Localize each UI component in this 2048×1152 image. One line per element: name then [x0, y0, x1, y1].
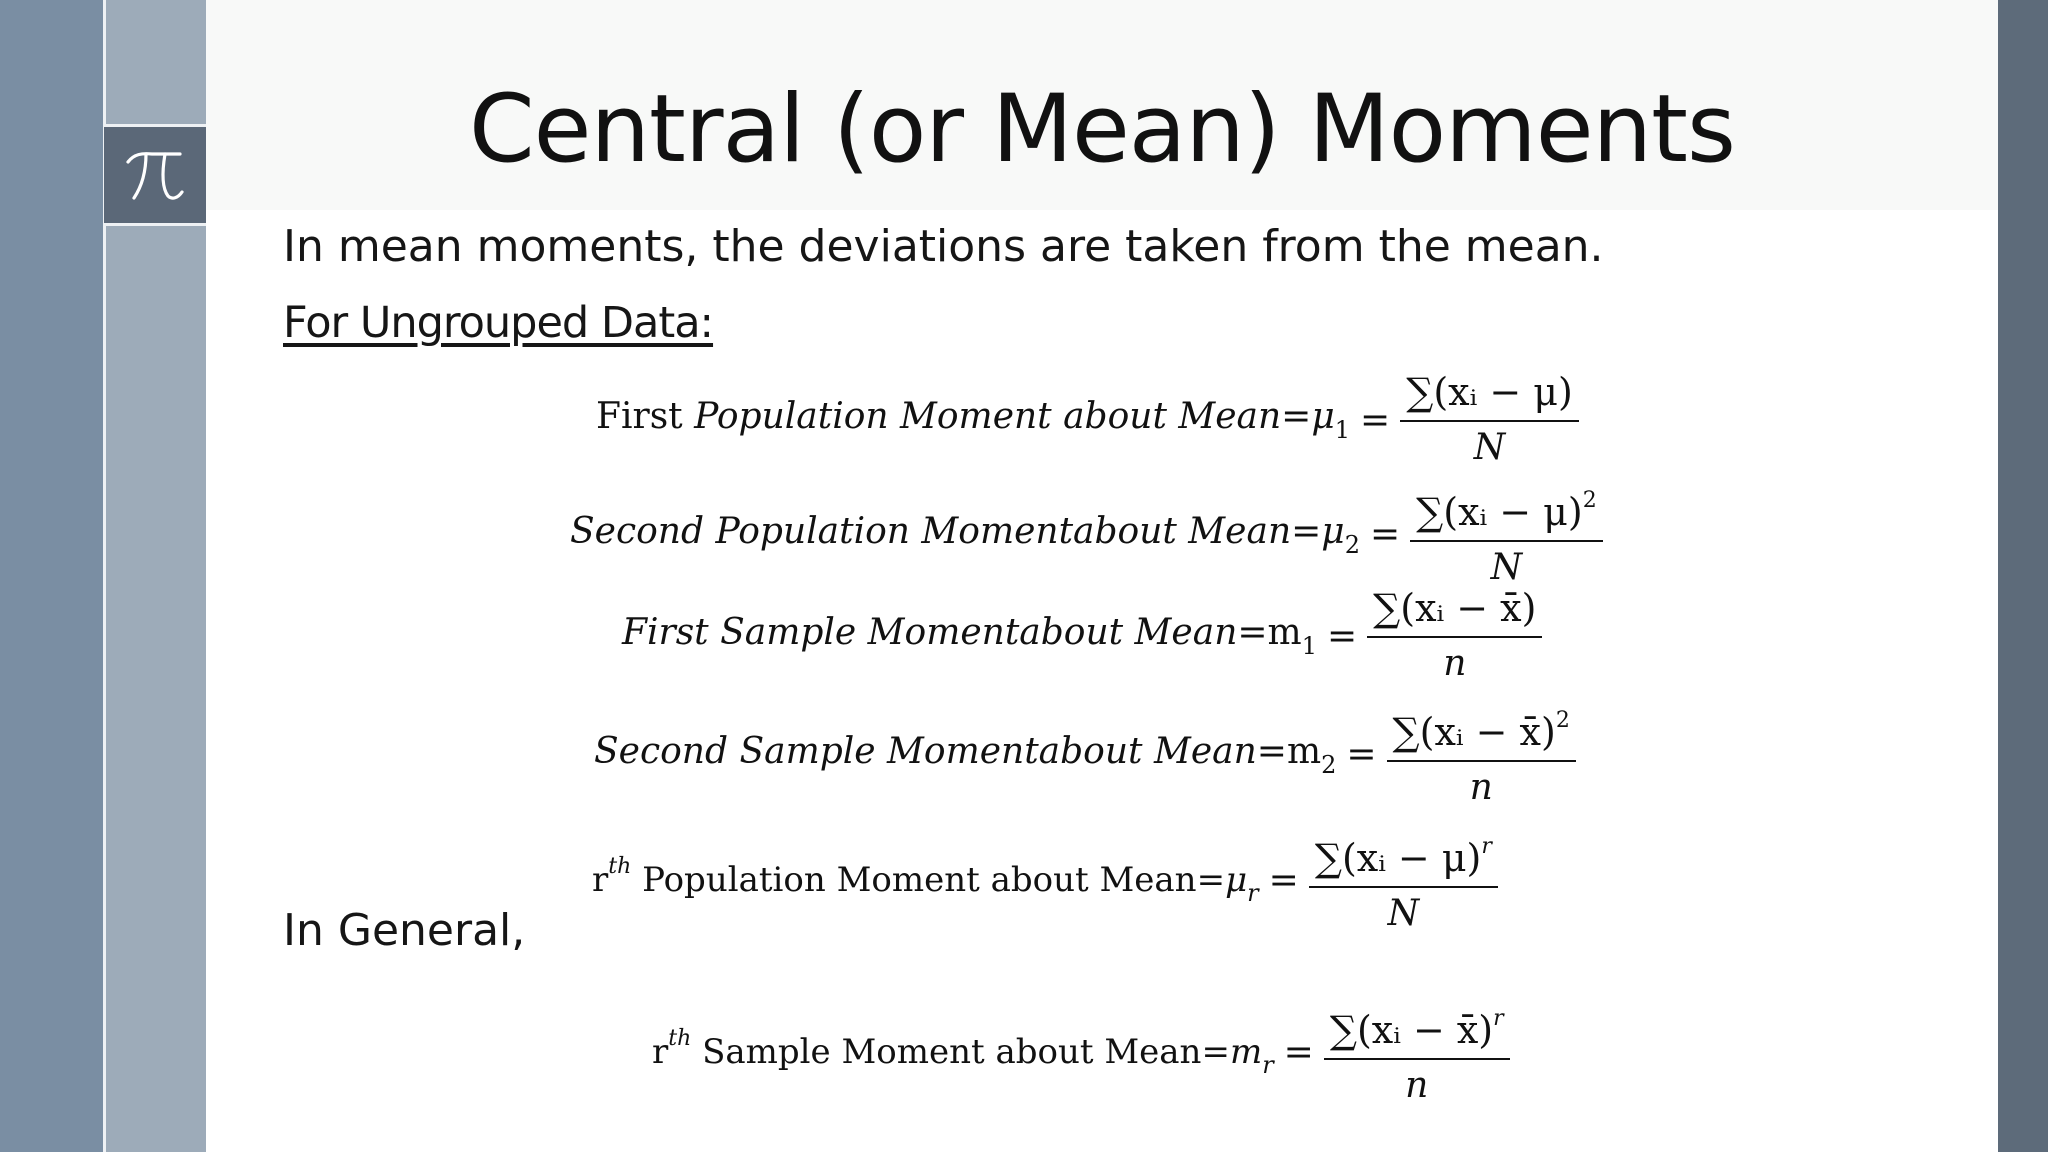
equals-sign: = — [1268, 860, 1299, 901]
in-general-text: In General, — [283, 905, 526, 956]
denominator: n — [1443, 643, 1467, 684]
fraction — [1387, 697, 1576, 812]
formula-subscript: 2 — [1344, 530, 1360, 559]
denominator: N — [1473, 427, 1506, 468]
formula-subscript: 1 — [1334, 416, 1351, 444]
left-stripe-dark — [0, 0, 103, 1152]
numerator: ∑(xᵢ − μ) — [1400, 368, 1579, 422]
equals-sign: = — [1283, 1032, 1314, 1073]
formula-lhs: First Sample Momentabout Mean= — [622, 612, 1268, 653]
pi-icon — [122, 142, 188, 208]
numerator: ∑(xᵢ − μ) — [1314, 836, 1482, 880]
formula-symbol: μ — [1311, 396, 1335, 437]
formula-th: th — [668, 1026, 692, 1051]
formula-first-sample — [622, 584, 1542, 688]
denominator: n — [1405, 1065, 1429, 1106]
fraction — [1367, 584, 1542, 688]
numerator: ∑(xᵢ − x̄) — [1367, 584, 1542, 638]
slide-title: Central (or Mean) Moments — [469, 75, 1735, 184]
formula-symbol: m — [1286, 730, 1322, 772]
equals-sign: = — [1346, 734, 1377, 775]
formula-symbol: μ — [1321, 510, 1345, 552]
formula-r: r — [592, 860, 609, 900]
pi-badge — [104, 124, 206, 226]
equals-sign: = — [1360, 399, 1391, 441]
fraction — [1324, 995, 1510, 1110]
numerator: ∑(xᵢ − x̄) — [1392, 710, 1556, 754]
formula-second-sample — [594, 697, 1576, 812]
formula-second-population — [570, 477, 1603, 592]
exponent: r — [1481, 834, 1492, 859]
formula-symbol: μ — [1225, 860, 1248, 900]
exponent: r — [1493, 1006, 1504, 1031]
equals-sign: = — [1326, 615, 1358, 657]
fraction — [1400, 368, 1579, 472]
formula-rth-population — [592, 823, 1498, 938]
formula-lhs-prefix: First — [596, 396, 695, 437]
right-bar — [1998, 0, 2048, 1152]
fraction — [1410, 477, 1603, 592]
formula-subscript: 2 — [1321, 750, 1337, 779]
denominator: N — [1490, 547, 1523, 588]
equals-sign: = — [1369, 514, 1401, 555]
subheading-ungrouped: For Ungrouped Data: — [283, 298, 714, 348]
formula-symbol: m — [1267, 612, 1302, 653]
numerator: ∑(xᵢ − x̄) — [1329, 1008, 1494, 1052]
formula-lhs: Sample Moment about Mean= — [691, 1032, 1230, 1072]
numerator: ∑(xᵢ − μ) — [1416, 490, 1583, 534]
formula-symbol: m — [1229, 1032, 1263, 1072]
intro-text: In mean moments, the deviations are taken from the mean. — [283, 221, 1604, 272]
exponent: 2 — [1582, 488, 1597, 513]
formula-th: th — [608, 854, 632, 879]
exponent: 2 — [1555, 708, 1570, 733]
formula-subscript: r — [1247, 879, 1259, 907]
formula-lhs: Population Moment about Mean= — [694, 396, 1312, 437]
formula-lhs: Second Sample Momentabout Mean= — [594, 730, 1287, 772]
formula-r: r — [652, 1032, 669, 1072]
denominator: N — [1387, 893, 1420, 934]
formula-subscript: 1 — [1301, 632, 1317, 660]
denominator: n — [1469, 767, 1493, 808]
formula-lhs: Population Moment about Mean= — [631, 860, 1226, 900]
formula-subscript: r — [1262, 1051, 1274, 1079]
formula-lhs: Second Population Momentabout Mean= — [570, 510, 1322, 552]
formula-rth-sample — [652, 995, 1510, 1110]
formula-first-population — [596, 368, 1579, 472]
fraction — [1309, 823, 1498, 938]
